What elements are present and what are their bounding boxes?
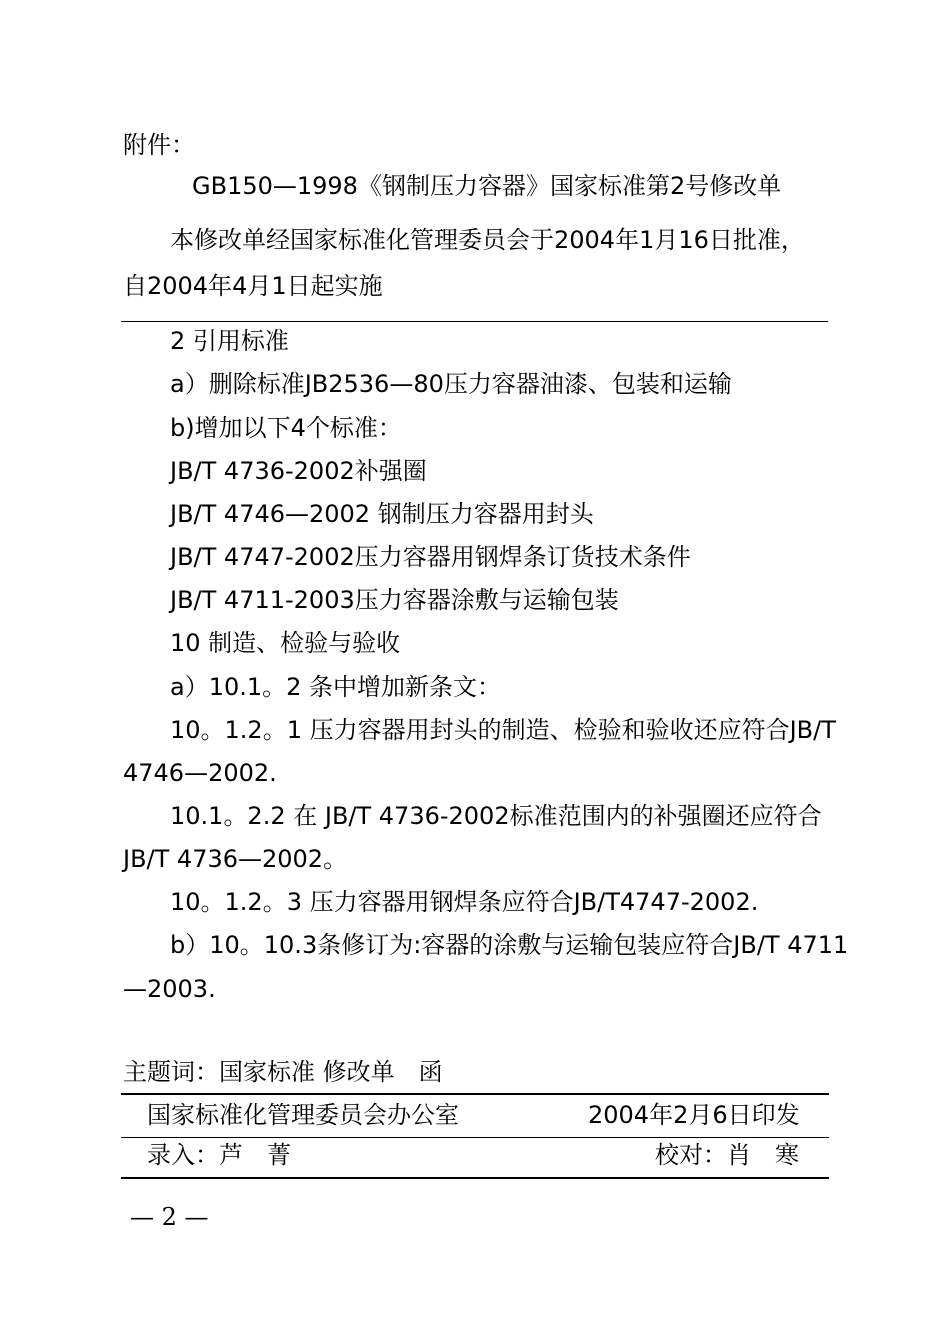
standard-item-3: JB/T 4747-2002压力容器用钢焊条订货技术条件 (170, 543, 691, 571)
footer-bottom-rule (121, 1177, 829, 1179)
proofreader: 校对：肖 寒 (655, 1141, 799, 1169)
keywords: 主题词：国家标准 修改单 函 (123, 1058, 443, 1086)
clause-10-1-2-2-line-1: 10.1。2.2 在 JB/T 4736-2002标准范围内的补强圈还应符合 (170, 802, 822, 830)
section-10-item-a: a）10.1。2 条中增加新条文： (170, 673, 502, 701)
attachment-label: 附件： (123, 131, 195, 159)
footer-middle-rule (121, 1137, 829, 1138)
approval-line-2: 自2004年4月1日起实施 (123, 272, 383, 300)
section-2-heading: 2 引用标准 (170, 327, 289, 355)
approval-line-1: 本修改单经国家标准化管理委员会于2004年1月16日批准， (170, 226, 805, 254)
section-10-item-b-line-1: b）10。10.3条修订为:容器的涂敷与运输包装应符合JB/T 4711 (170, 931, 849, 959)
clause-10-1-2-1-line-1: 10。1.2。1 压力容器用封头的制造、检验和验收还应符合JB/T (170, 716, 836, 744)
header-divider (121, 321, 828, 322)
clause-10-1-2-3: 10。1.2。3 压力容器用钢焊条应符合JB/T4747-2002. (170, 888, 759, 916)
section-10-heading: 10 制造、检验与验收 (170, 629, 401, 657)
clause-10-1-2-1-line-2: 4746—2002. (123, 759, 277, 787)
entry-clerk: 录入：芦 菁 (147, 1141, 291, 1169)
document-title: GB150—1998《钢制压力容器》国家标准第2号修改单 (192, 172, 782, 200)
page-number: — 2 — (130, 1203, 209, 1231)
footer-top-rule (121, 1093, 829, 1095)
section-2-item-a: a）删除标准JB2536—80压力容器油漆、包装和运输 (170, 370, 732, 398)
standard-item-1: JB/T 4736-2002补强圈 (170, 457, 427, 485)
issue-date: 2004年2月6日印发 (588, 1101, 800, 1129)
standard-item-4: JB/T 4711-2003压力容器涂敷与运输包装 (170, 586, 619, 614)
section-2-item-b: b)增加以下4个标准： (170, 414, 402, 442)
issuer: 国家标准化管理委员会办公室 (147, 1101, 459, 1129)
section-10-item-b-line-2: —2003. (123, 975, 216, 1003)
standard-item-2: JB/T 4746—2002 钢制压力容器用封头 (170, 500, 594, 528)
clause-10-1-2-2-line-2: JB/T 4736—2002。 (123, 845, 348, 873)
